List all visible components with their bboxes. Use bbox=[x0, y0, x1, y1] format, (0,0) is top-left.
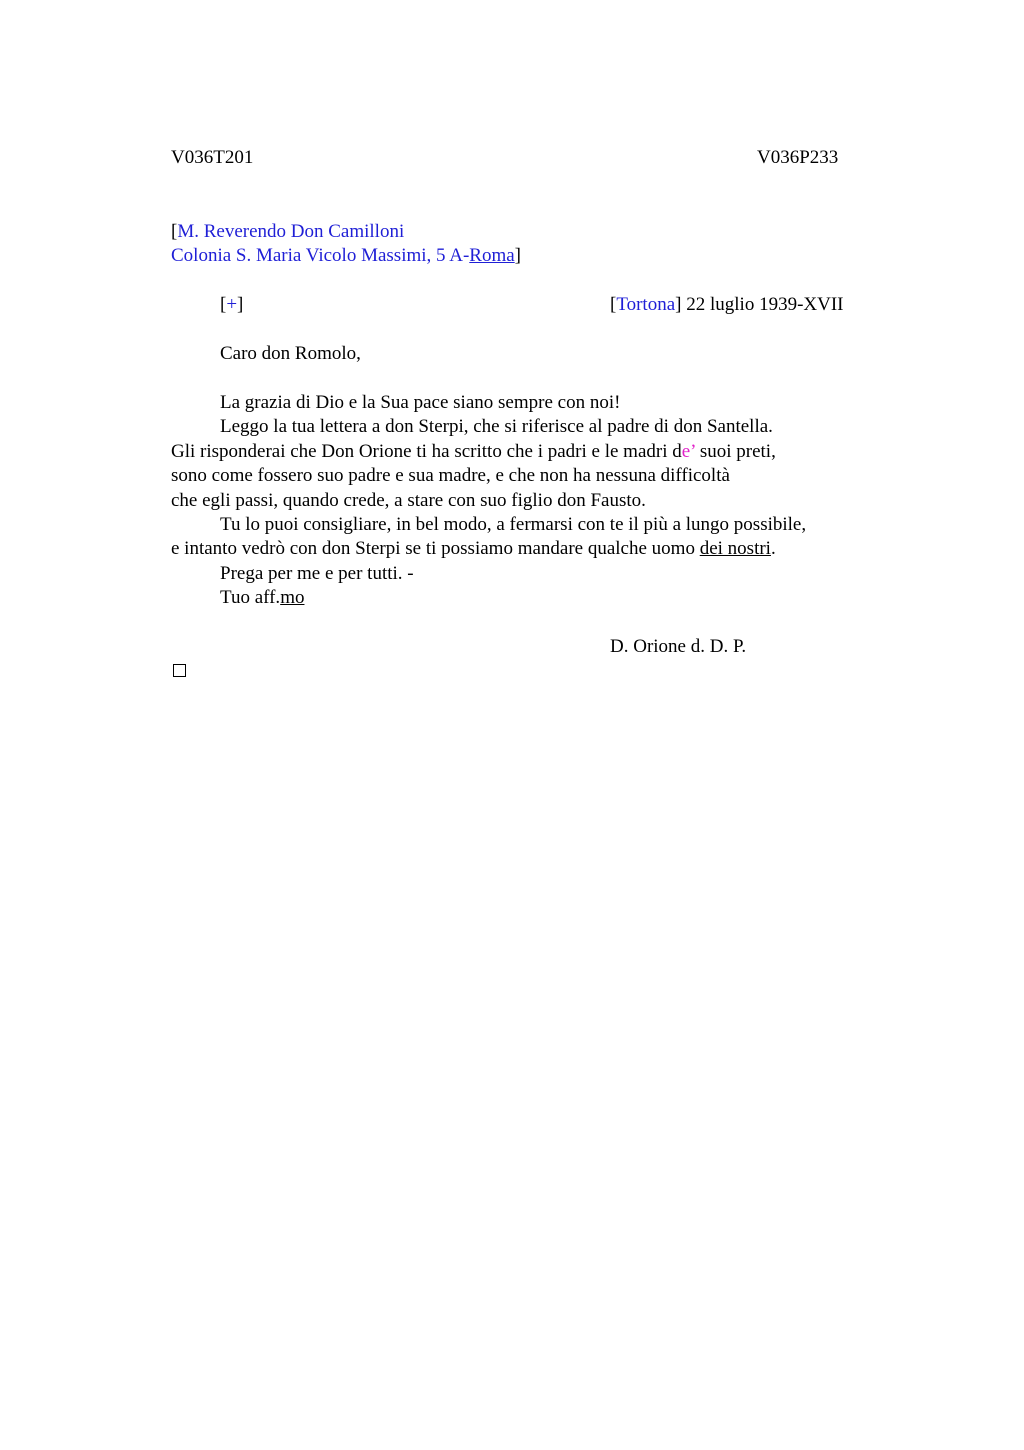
letter-date: 22 luglio 1939-XVII bbox=[681, 294, 844, 315]
document-code-left: V036T201 bbox=[171, 147, 254, 168]
address-line-2 bbox=[171, 244, 521, 268]
body-line-3 bbox=[171, 440, 776, 464]
cross-bracket-open: [ bbox=[220, 294, 227, 315]
body-line-5: che egli passi, quando crede, a stare con suo figlio don Fausto. bbox=[171, 490, 646, 511]
place-bracket-open: [ bbox=[610, 294, 617, 315]
dateline bbox=[610, 293, 844, 317]
underlined-phrase: dei nostri bbox=[699, 538, 771, 559]
closing-start: Tuo aff. bbox=[220, 587, 281, 608]
body-line-2: Leggo la tua lettera a don Sterpi, che si riferisce al padre di don Santella. bbox=[220, 416, 773, 437]
editorial-correction: e’ bbox=[681, 441, 696, 462]
body-line-7-end: . bbox=[770, 538, 776, 559]
checkbox-icon bbox=[173, 664, 186, 677]
document-code-right: V036P233 bbox=[757, 147, 839, 168]
body-line-7 bbox=[171, 537, 776, 561]
body-line-3-start: Gli risponderai che Don Orione ti ha scritto che i padri e le madri d bbox=[171, 441, 682, 462]
signature: D. Orione d. D. P. bbox=[610, 636, 747, 657]
body-line-6: Tu lo puoi consigliare, in bel modo, a fermarsi con te il più a lungo possibile, bbox=[220, 514, 807, 535]
body-line-4: sono come fossero suo padre e sua madre, e che non ha nessuna difficoltà bbox=[171, 465, 730, 486]
body-line-7-start: e intanto vedrò con don Sterpi se ti possiamo mandare qualche uomo bbox=[171, 538, 700, 559]
closing-superscript: mo bbox=[280, 587, 305, 608]
address-street: Colonia S. Maria Vicolo Massimi, 5 A- bbox=[171, 245, 470, 266]
body-line-1: La grazia di Dio e la Sua pace siano sempre con noi! bbox=[220, 392, 621, 413]
address-recipient: M. Reverendo Don Camilloni bbox=[177, 221, 405, 242]
address-bracket-open: [ bbox=[171, 221, 178, 242]
body-line-8: Prega per me e per tutti. - bbox=[220, 563, 414, 584]
cross-mark bbox=[220, 293, 243, 317]
address-city: Roma bbox=[469, 245, 515, 266]
address-bracket-close: ] bbox=[514, 245, 521, 266]
body-line-3-end: suoi preti, bbox=[695, 441, 776, 462]
salutation: Caro don Romolo, bbox=[220, 343, 361, 364]
cross-bracket-close: ] bbox=[237, 294, 244, 315]
place-bracket-close: ] bbox=[675, 294, 682, 315]
place-name: Tortona bbox=[616, 294, 676, 315]
cross-icon: + bbox=[226, 294, 238, 315]
address-line-1 bbox=[171, 220, 404, 244]
closing bbox=[220, 586, 304, 610]
